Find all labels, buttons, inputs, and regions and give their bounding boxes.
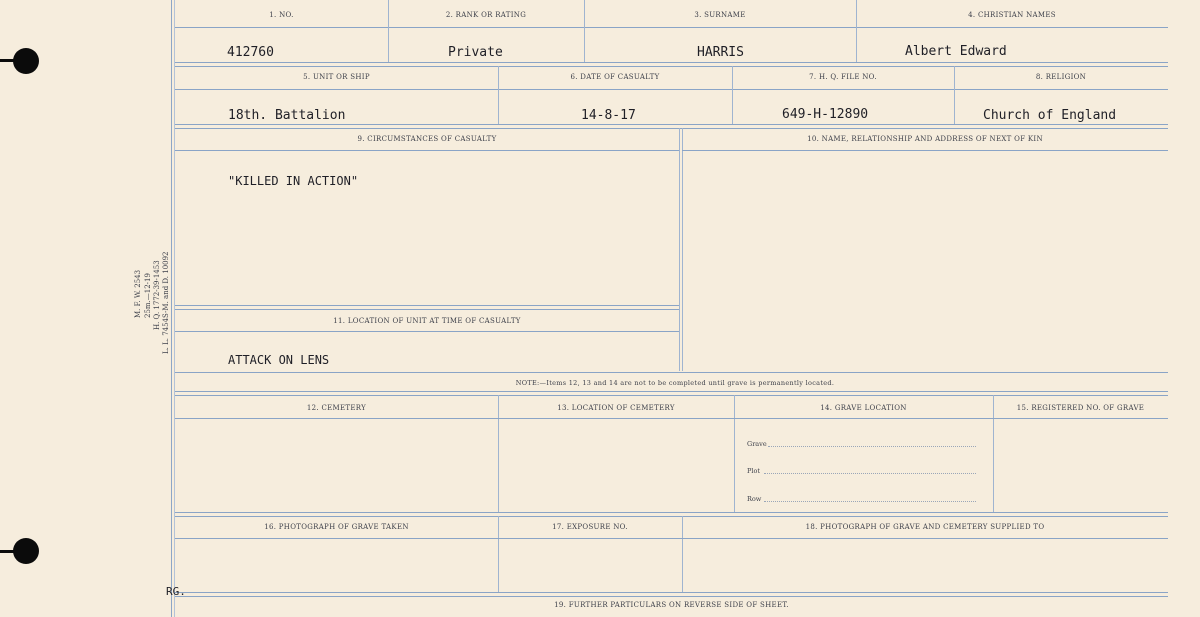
rule [175, 89, 1168, 90]
label-surname: 3. SURNAME [694, 11, 746, 19]
divider [993, 395, 994, 512]
rule [175, 538, 1168, 539]
double-rule [175, 124, 1168, 129]
circumstances-value: "KILLED IN ACTION" [228, 174, 359, 188]
religion-value: Church of England [983, 108, 1117, 123]
label-registered-no: 15. REGISTERED NO. OF GRAVE [1016, 404, 1145, 412]
double-rule [175, 512, 1168, 517]
double-rule [175, 305, 679, 310]
label-location-unit: 11. LOCATION OF UNIT AT TIME OF CASUALTY [333, 317, 521, 325]
rule [175, 418, 1168, 419]
label-rank: 2. RANK OR RATING [445, 11, 527, 19]
label-date-casualty: 6. DATE OF CASUALTY [570, 73, 660, 81]
note-text: NOTE:—Items 12, 13 and 14 are not to be completed until grave is permanently located. [515, 379, 835, 387]
label-no: 1. NO. [269, 11, 294, 19]
punch-hole-bottom [13, 538, 39, 564]
form-code-4: L. L. 7454S-M. and D. 10092 [162, 251, 170, 354]
rule [175, 27, 1168, 28]
rule [175, 372, 1168, 373]
label-unit: 5. UNIT OR SHIP [303, 73, 370, 81]
divider [682, 128, 683, 371]
unit-value: 18th. Battalion [228, 108, 346, 123]
row-label: Row [747, 495, 762, 503]
rule [175, 331, 679, 332]
label-further: 19. FURTHER PARTICULARS ON REVERSE SIDE OF SHEET. [554, 601, 789, 609]
label-grave-location: 14. GRAVE LOCATION [820, 404, 907, 412]
double-rule [175, 62, 1168, 67]
row-dots [764, 501, 976, 502]
divider [856, 0, 857, 62]
divider [388, 0, 389, 62]
rank-value: Private [448, 45, 503, 60]
grave-label: Grave [747, 440, 767, 448]
divider [679, 128, 680, 371]
divider [584, 0, 585, 62]
label-cemetery: 12. CEMETERY [306, 404, 367, 412]
form-code-2: 25m.—12-19 [144, 273, 152, 318]
initials: RG. [166, 585, 186, 598]
surname-value: HARRIS [697, 45, 744, 60]
margin-line [171, 0, 172, 617]
service-number: 412760 [227, 45, 274, 60]
double-rule [175, 391, 1168, 396]
date-casualty-value: 14-8-17 [581, 108, 636, 123]
rule [682, 150, 1168, 151]
label-next-of-kin: 10. NAME, RELATIONSHIP AND ADDRESS OF NEXT OF KIN [807, 135, 1043, 143]
label-photograph-taken: 16. PHOTOGRAPH OF GRAVE TAKEN [264, 523, 409, 531]
rule [175, 150, 679, 151]
label-photograph-supplied: 18. PHOTOGRAPH OF GRAVE AND CEMETERY SUPPLIED TO [805, 523, 1045, 531]
label-exposure-no: 17. EXPOSURE NO. [552, 523, 628, 531]
plot-dots [764, 473, 976, 474]
divider [734, 395, 735, 512]
label-circumstances: 9. CIRCUMSTANCES OF CASUALTY [357, 135, 497, 143]
christian-names-value: Albert Edward [905, 44, 1007, 59]
label-location-cemetery: 13. LOCATION OF CEMETERY [557, 404, 675, 412]
punch-hole-top [13, 48, 39, 74]
form-code-3: H. Q. 1772-39-1453 [153, 260, 161, 330]
double-rule [175, 592, 1168, 597]
hq-file-value: 649-H-12890 [782, 107, 869, 122]
grave-dots [768, 446, 976, 447]
label-religion: 8. RELIGION [1035, 73, 1087, 81]
label-hq-file: 7. H. Q. FILE NO. [809, 73, 877, 81]
form-code-1: M. F. W. 2543 [134, 269, 142, 318]
location-unit-value: ATTACK ON LENS [228, 353, 330, 367]
plot-label: Plot [747, 467, 760, 475]
label-christian-names: 4. CHRISTIAN NAMES [968, 11, 1056, 19]
divider [498, 395, 499, 512]
